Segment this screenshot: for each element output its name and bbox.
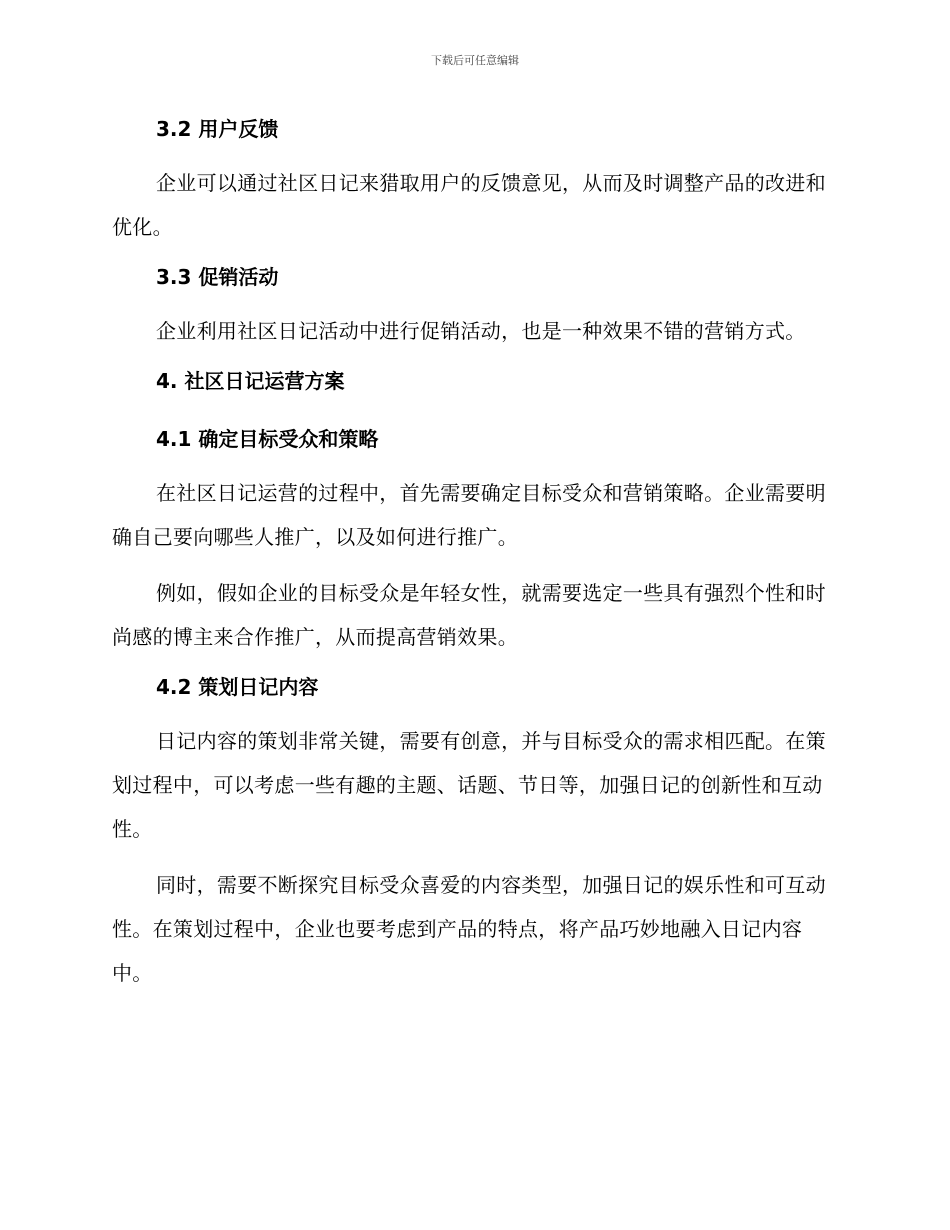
paragraph: 同时，需要不断探究目标受众喜爱的内容类型，加强日记的娱乐性和可互动性。在策划过程中，企业也要考虑到产品的特点，将产品巧妙地融入日记内容中。: [112, 873, 826, 985]
paragraph: 日记内容的策划非常关键，需要有创意，并与目标受众的需求相匹配。在策划过程中，可以考虑一些有趣的主题、话题、节日等，加强日记的创新性和互动性。: [112, 729, 826, 841]
document-body: [112, 113, 832, 995]
section-heading-4: 4. 社区日记运营方案: [156, 369, 345, 393]
paragraph: 在社区日记运营的过程中，首先需要确定目标受众和营销策略。企业需要明确自己要向哪些人推广，以及如何进行推广。: [112, 481, 826, 549]
paragraph: 企业可以通过社区日记来猎取用户的反馈意见，从而及时调整产品的改进和优化。: [112, 171, 826, 239]
paragraph: 企业利用社区日记活动中进行促销活动，也是一种效果不错的营销方式。: [156, 319, 806, 343]
paragraph: 例如，假如企业的目标受众是年轻女性，就需要选定一些具有强烈个性和时尚感的博主来合作推广，从而提高营销效果。: [112, 581, 826, 649]
section-heading-4-1: 4.1 确定目标受众和策略: [156, 427, 379, 451]
page-header-text: 下载后可任意编辑: [431, 54, 519, 67]
section-heading-3-3: 3.3 促销活动: [156, 265, 279, 289]
section-heading-4-2: 4.2 策划日记内容: [156, 675, 319, 699]
section-heading-3-2: 3.2 用户反馈: [156, 117, 279, 141]
